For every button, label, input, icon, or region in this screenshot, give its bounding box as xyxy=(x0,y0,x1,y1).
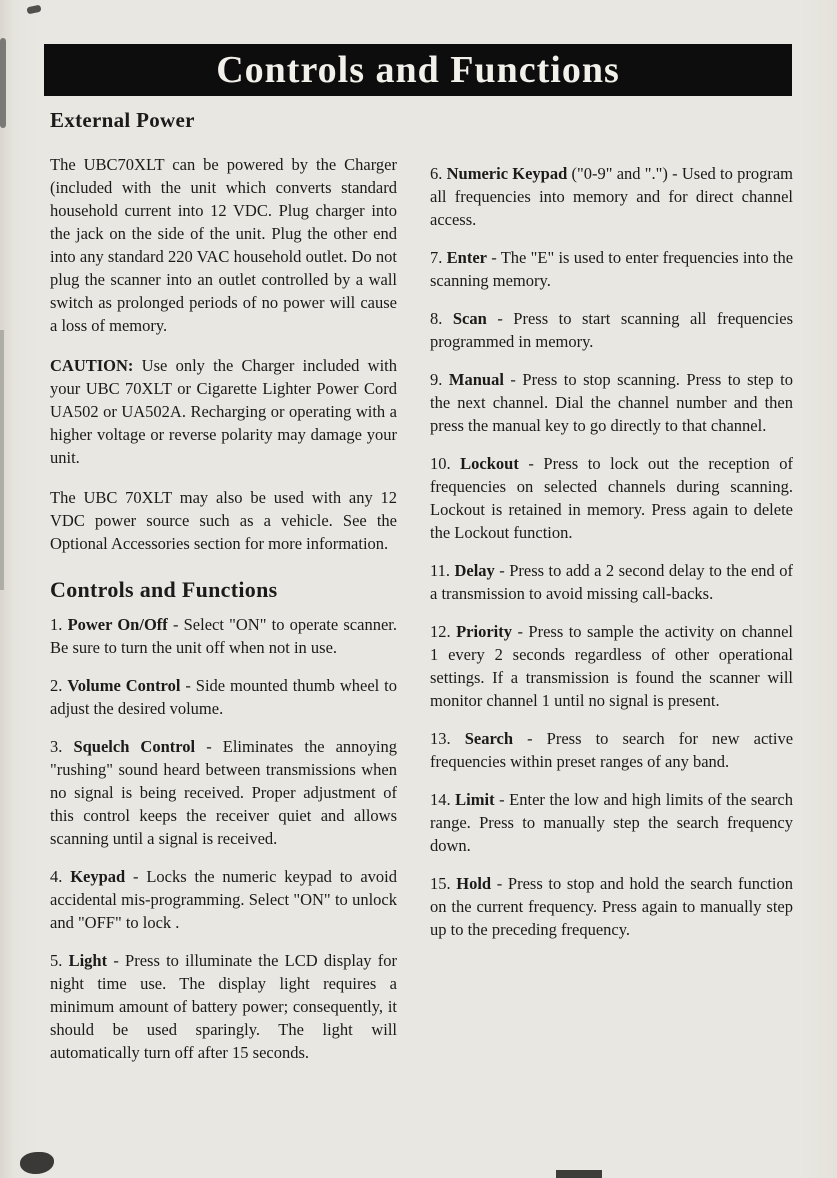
external-power-paragraph-1: The UBC70XLT can be powered by the Charger (included with the unit which converts standard household current into 12 VDC. Plug charger into the jack on the side of the unit. Plug the other end into any standard 220 VAC household outlet. Do not plug the scanner into an outlet controlled by a wall switch as prolonged periods of no power will cause a loss of memory. xyxy=(50,155,397,335)
caution-text: Use only the Charger included with your UBC 70XLT or Cigarette Lighter Power Cord UA502 or UA502A. Recharging or operating with a higher voltage or reverse polarity may damage your unit. xyxy=(50,356,398,467)
scan-artifact-left-edge xyxy=(0,38,6,128)
control-description: - Press to stop scanning. Press to step to the next channel. Dial the channel number and then press the manual key to go directly to that channel. xyxy=(430,370,794,435)
control-name: Priority xyxy=(456,622,512,641)
control-name: Power On/Off xyxy=(67,615,168,634)
control-item-6 xyxy=(430,162,793,231)
control-item-9 xyxy=(430,368,793,437)
control-item-10 xyxy=(430,452,793,544)
control-description: - Press to search for new active frequencies within preset ranges of any band. xyxy=(430,729,794,771)
control-item-2 xyxy=(50,674,397,720)
control-number: 12. xyxy=(430,622,451,641)
control-number: 2. xyxy=(50,676,63,695)
control-name: Search xyxy=(464,729,513,748)
control-number: 9. xyxy=(430,370,443,389)
page-content xyxy=(50,108,793,1079)
control-number: 6. xyxy=(430,164,443,183)
section-heading-controls: Controls and Functions xyxy=(50,577,278,602)
page-title-bar xyxy=(44,44,792,96)
control-number: 10. xyxy=(430,454,451,473)
control-description: - Select "ON" to operate scanner. Be sure to turn the unit off when not in use. xyxy=(50,615,397,657)
control-item-12 xyxy=(430,620,793,712)
control-item-8 xyxy=(430,307,793,353)
control-item-7 xyxy=(430,246,793,292)
caution-label: CAUTION: xyxy=(50,356,134,375)
control-description: - Press to lock out the reception of frequencies on selected channels during scanning. Lockout is retained in memory. Press again to delete the Lockout function. xyxy=(430,454,794,542)
control-description: ("0-9" and ".") - Used to program all frequencies into memory and for direct channel access. xyxy=(430,164,794,229)
control-description: - Enter the low and high limits of the search range. Press to manually step the search frequency down. xyxy=(430,790,793,855)
scan-artifact-top-left xyxy=(26,5,41,15)
control-description: - Eliminates the annoying "rushing" sound heard between transmissions when no signal is being received. Proper adjustment of this control keeps the receiver quiet and allows scanning until a signal is received. xyxy=(50,737,398,848)
control-item-11 xyxy=(430,559,793,605)
page-title: Controls and Functions xyxy=(216,49,620,91)
control-name: Hold xyxy=(456,874,492,893)
control-item-3 xyxy=(50,735,397,850)
control-number: 14. xyxy=(430,790,451,809)
control-description: - The "E" is used to enter frequencies into the scanning memory. xyxy=(430,248,794,290)
control-number: 7. xyxy=(430,248,443,267)
left-column xyxy=(50,108,397,1079)
scan-artifact-bottom-left xyxy=(20,1152,54,1174)
control-description: - Locks the numeric keypad to avoid accidental mis-programming. Select "ON" to unlock and "OFF" to lock . xyxy=(50,867,398,932)
control-item-13 xyxy=(430,727,793,773)
control-name: Delay xyxy=(454,561,495,580)
control-description: - Side mounted thumb wheel to adjust the desired volume. xyxy=(50,676,397,718)
control-item-4 xyxy=(50,865,397,934)
right-column xyxy=(430,108,793,1079)
scan-artifact-left-edge-2 xyxy=(0,330,4,590)
control-name: Numeric Keypad xyxy=(446,164,568,183)
control-item-5 xyxy=(50,949,397,1064)
control-name: Light xyxy=(68,951,108,970)
control-number: 4. xyxy=(50,867,63,886)
scan-artifact-bottom-bar xyxy=(556,1170,602,1178)
control-number: 8. xyxy=(430,309,443,328)
control-name: Lockout xyxy=(460,454,519,473)
control-number: 5. xyxy=(50,951,63,970)
control-number: 15. xyxy=(430,874,451,893)
caution-paragraph xyxy=(50,354,397,469)
control-name: Keypad xyxy=(70,867,126,886)
control-description: - Press to illuminate the LCD display for night time use. The display light requires a minimum amount of battery power; consequently, it should be used sparingly. The light will automatically turn off after 15 seconds. xyxy=(50,951,397,1062)
control-name: Limit xyxy=(455,790,495,809)
section-heading-external-power: External Power xyxy=(50,108,195,132)
control-item-1 xyxy=(50,613,397,659)
control-item-14 xyxy=(430,788,793,857)
control-name: Volume Control xyxy=(67,676,181,695)
control-description: - Press to add a 2 second delay to the end of a transmission to avoid missing call-backs. xyxy=(430,561,794,603)
control-description: - Press to sample the activity on channel 1 every 2 seconds regardless of other operational settings. If a transmission is found the scanner will monitor channel 1 until no signal is present. xyxy=(430,622,794,710)
control-name: Manual xyxy=(448,370,504,389)
external-power-paragraph-3: The UBC 70XLT may also be used with any 12 VDC power source such as a vehicle. See the Optional Accessories section for more information. xyxy=(50,488,397,553)
control-name: Scan xyxy=(452,309,487,328)
control-number: 11. xyxy=(430,561,451,580)
control-number: 13. xyxy=(430,729,451,748)
control-number: 1. xyxy=(50,615,63,634)
control-item-15 xyxy=(430,872,793,941)
control-name: Enter xyxy=(446,248,487,267)
control-number: 3. xyxy=(50,737,63,756)
control-description: - Press to start scanning all frequencies programmed in memory. xyxy=(430,309,794,351)
control-name: Squelch Control xyxy=(73,737,196,756)
control-description: - Press to stop and hold the search function on the current frequency. Press again to manually step up to the preceding frequency. xyxy=(430,874,793,939)
